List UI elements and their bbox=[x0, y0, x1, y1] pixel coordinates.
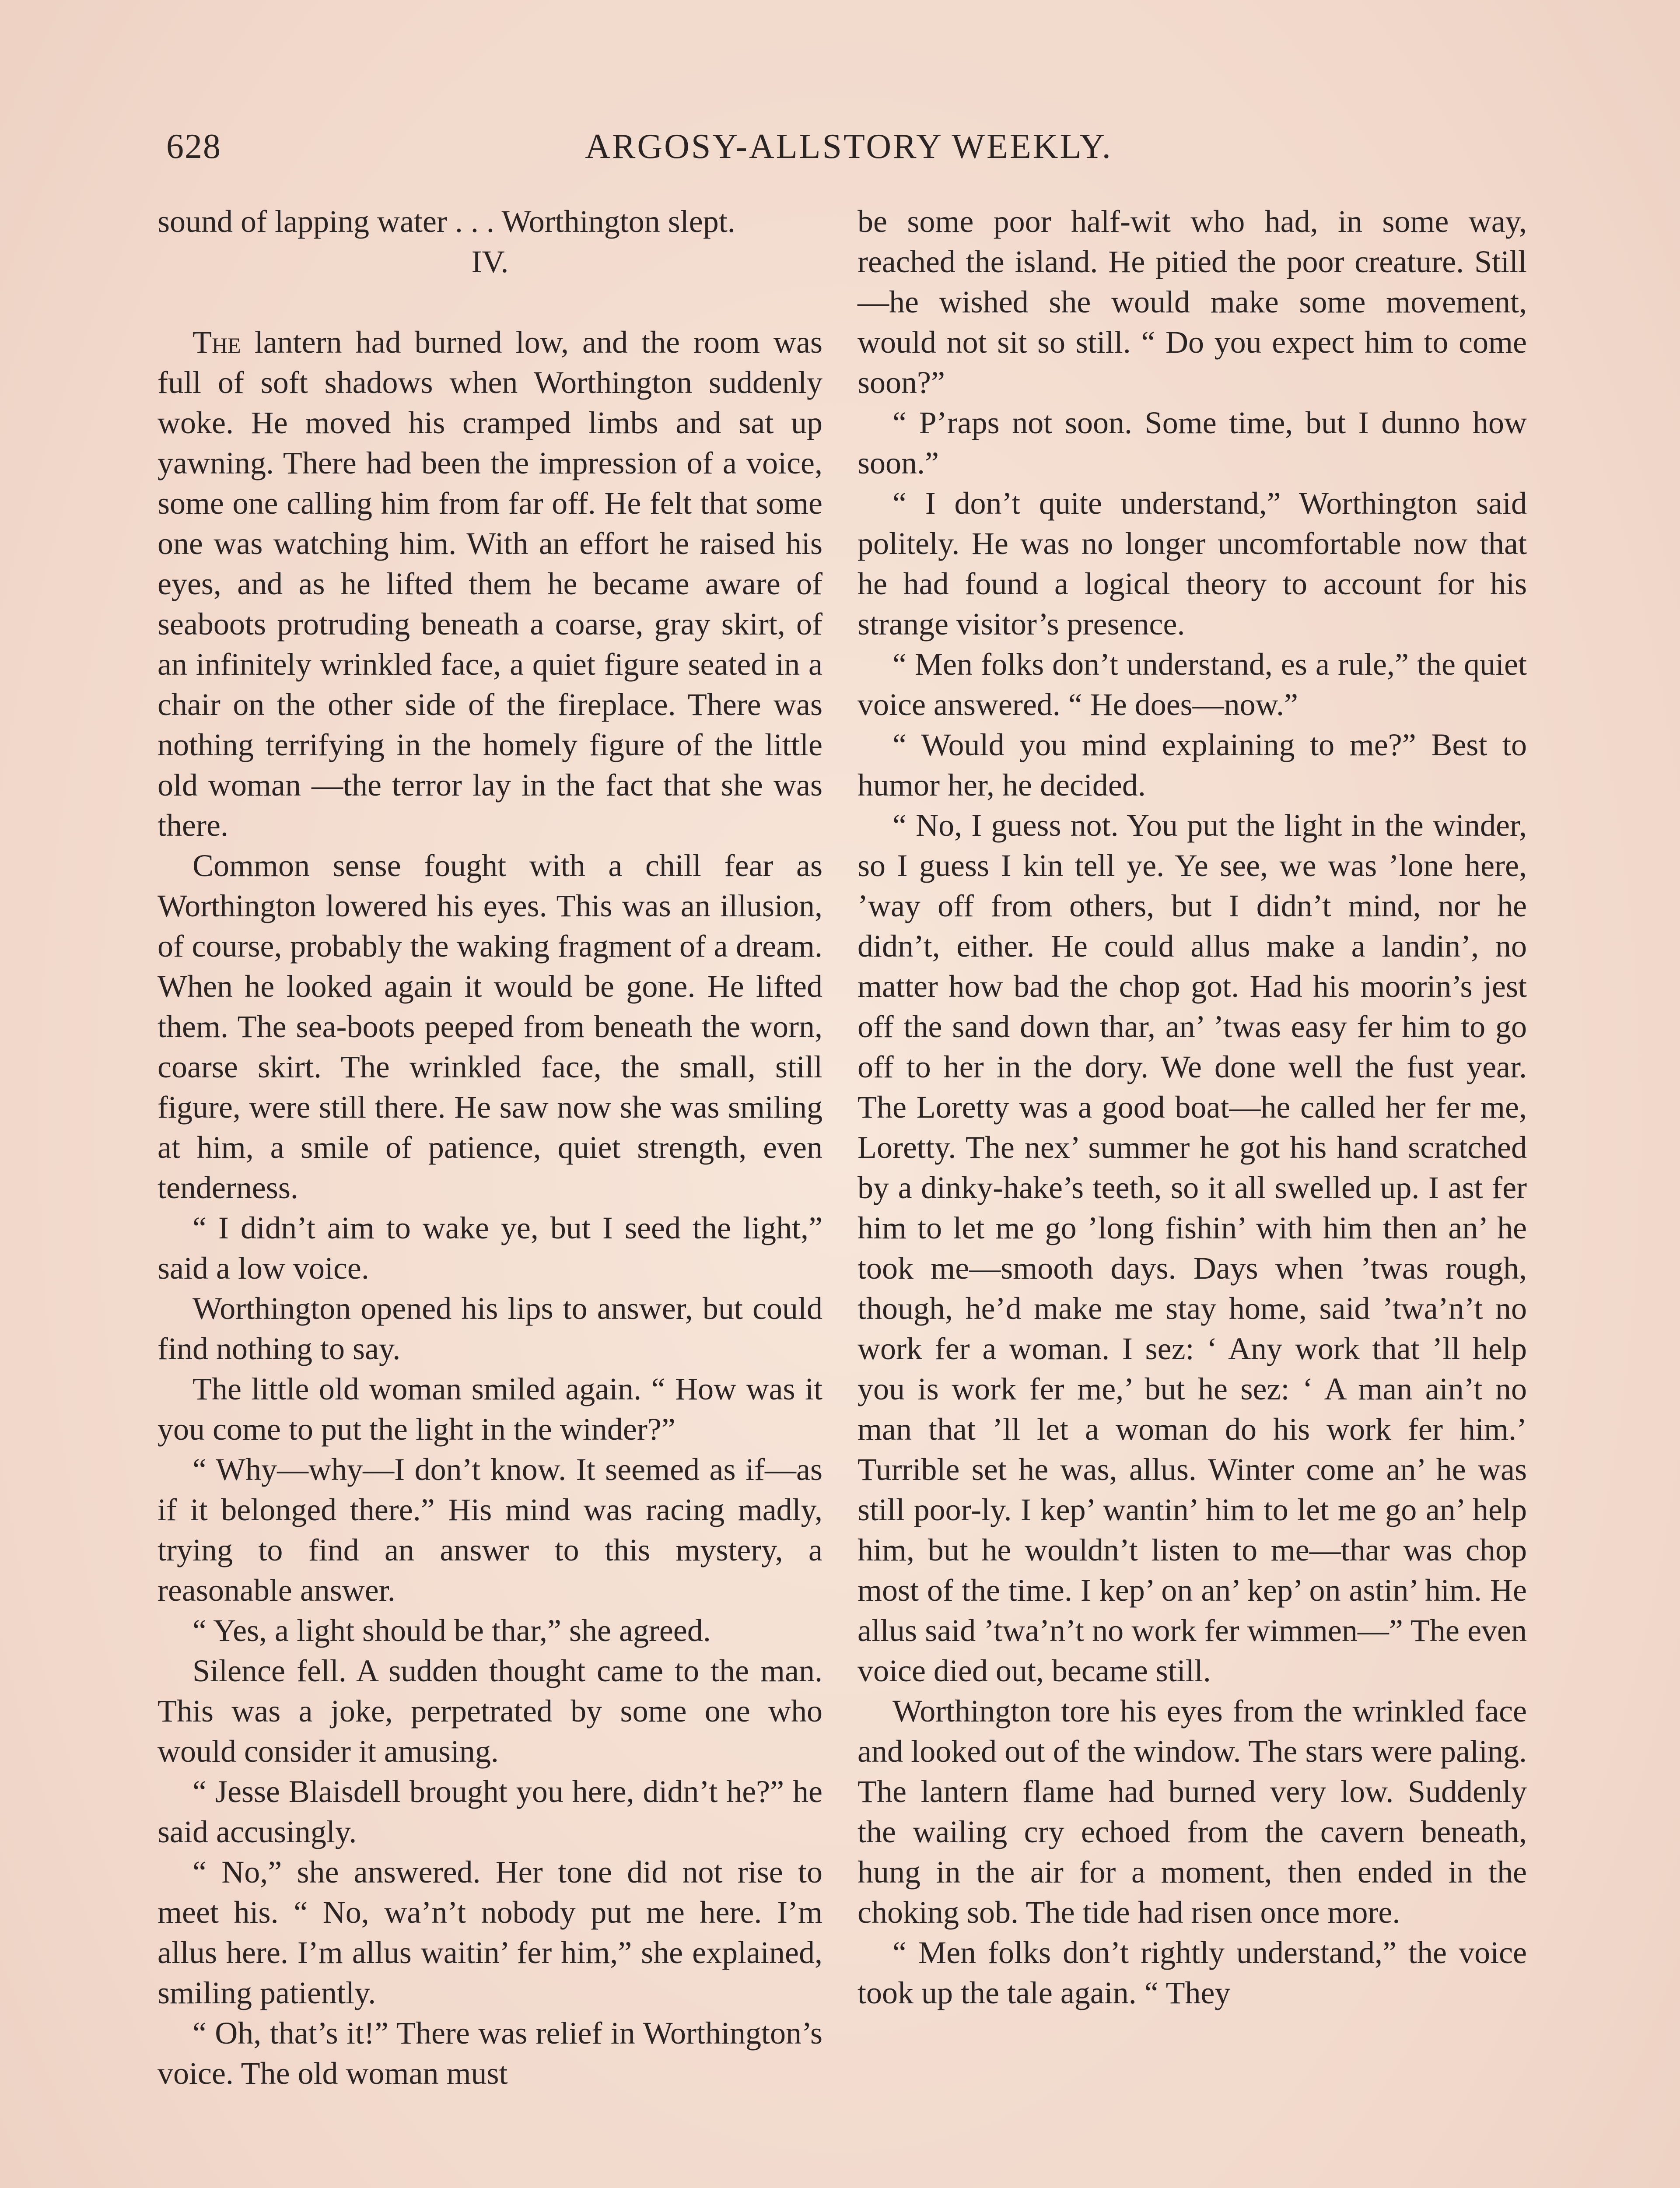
paragraph: “ Jesse Blaisdell brought you here, didn’t he?” he said accusingly. bbox=[158, 1774, 822, 1849]
paragraph: Worthington opened his lips to answer, but could find nothing to say. bbox=[158, 1291, 822, 1366]
running-title: ARGOSY-ALLSTORY WEEKLY. bbox=[585, 127, 1113, 166]
paragraph: Common sense fought with a chill fear as Worthington lowered his eyes. This was an illusion, of course, probably the waking fragment of a dream. When he looked again it would be gone. He lifted them. The sea-boots peeped from beneath the worn, coarse skirt. The wrinkled face, the small, still figure, were still there. He saw now she was smiling at him, a smile of patience, quiet strength, even tenderness. bbox=[158, 848, 822, 1205]
right-column bbox=[858, 201, 1527, 2013]
paragraph: Worthington tore his eyes from the wrinkled face and looked out of the window. The stars were paling. The lantern flame had burned very low. Suddenly the wailing cry echoed from the cavern beneath, hung in the air for a moment, then ended in the choking sob. The tide had risen once more. bbox=[858, 1694, 1527, 1930]
left-column bbox=[158, 201, 822, 2093]
page-number: 628 bbox=[166, 127, 221, 166]
paragraph: be some poor half-wit who had, in some way, reached the island. He pitied the poor creature. Still—he wished she would make some movement, would not sit so still. “ Do you expect him to come soon?” bbox=[858, 204, 1527, 400]
paragraph: “ I don’t quite understand,” Worthington said politely. He was no longer uncomfortable now that he had found a logical theory to account for his strange visitor’s presence. bbox=[858, 486, 1527, 642]
drop-lead: The bbox=[192, 325, 241, 360]
page-header bbox=[166, 127, 1531, 171]
paragraph: sound of lapping water . . . Worthington slept. bbox=[158, 204, 735, 239]
paragraph: “ Men folks don’t understand, es a rule,” the quiet voice answered. “ He does—now.” bbox=[858, 647, 1527, 722]
section-number: IV. bbox=[471, 244, 509, 279]
paragraph: “ No,” she answered. Her tone did not rise to meet his. “ No, wa’n’t nobody put me here. I’m allus here. I’m allus waitin’ fer him,” she explained, smiling patiently. bbox=[158, 1855, 822, 2010]
paragraph: “ Men folks don’t rightly understand,” the voice took up the tale again. “ They bbox=[858, 1935, 1527, 2010]
paragraph: Silence fell. A sudden thought came to the man. This was a joke, perpetrated by some one who would consider it amusing. bbox=[158, 1653, 822, 1769]
paragraph: “ I didn’t aim to wake ye, but I seed the light,” said a low voice. bbox=[158, 1210, 822, 1286]
paragraph: “ Would you mind explaining to me?” Best to humor her, he decided. bbox=[858, 727, 1527, 803]
paragraph: “ No, I guess not. You put the light in the winder, so I guess I kin tell ye. Ye see, we was ’lone here, ’way off from others, but I didn’t mind, nor he didn’t, either. He could allus make a landin’, no matter how bad the chop got. Had his moorin’s jest off the sand down thar, an’ ’twas easy fer him to go off to her in the dory. We done well the fust year. The Loretty was a good boat—he called her fer me, Loretty. The nex’ summer he got his hand scratched by a dinky-hake’s teeth, so it all swelled up. I ast fer him to let me go ’long fishin’ with him then an’ he took me—smooth days. Days when ’twas rough, though, he’d make me stay home, said ’twa’n’t no work fer a woman. I sez: ‘ Any work that ’ll help you is work fer me,’ but he sez: ‘ A man ain’t no man that ’ll let a woman do his work fer him.’ Turrible set he was, allus. Winter come an’ he was still poor-ly. I kep’ wantin’ him to let me go an’ help him, but he wouldn’t listen to me—thar was chop most of the time. I kep’ on an’ kep’ on astin’ him. He allus said ’twa’n’t no work fer wimmen—” The even voice died out, became still. bbox=[858, 808, 1527, 1688]
paragraph: “ Why—why—I don’t know. It seemed as if—as if it belonged there.” His mind was racing madly, trying to find an answer to this mystery, a reasonable answer. bbox=[158, 1452, 822, 1608]
paragraph: “ Oh, that’s it!” There was relief in Worthington’s voice. The old woman must bbox=[158, 2016, 822, 2091]
paragraph: “ Yes, a light should be thar,” she agreed. bbox=[192, 1613, 711, 1648]
paragraph: The lantern had burned low, and the room was full of soft shadows when Worthington suddenly woke. He moved his cramped limbs and sat up yawning. There had been the impression of a voice, some one calling him from far off. He felt that some one was watching him. With an effort he raised his eyes, and as he lifted them he became aware of seaboots protruding beneath a coarse, gray skirt, of an infinitely wrinkled face, a quiet figure seated in a chair on the other side of the fireplace. There was nothing terrifying in the homely figure of the little old woman —the terror lay in the fact that she was there. bbox=[158, 325, 822, 843]
paragraph: “ P’raps not soon. Some time, but I dunno how soon.” bbox=[858, 405, 1527, 480]
paragraph: The little old woman smiled again. “ How was it you come to put the light in the winder?” bbox=[158, 1371, 822, 1447]
